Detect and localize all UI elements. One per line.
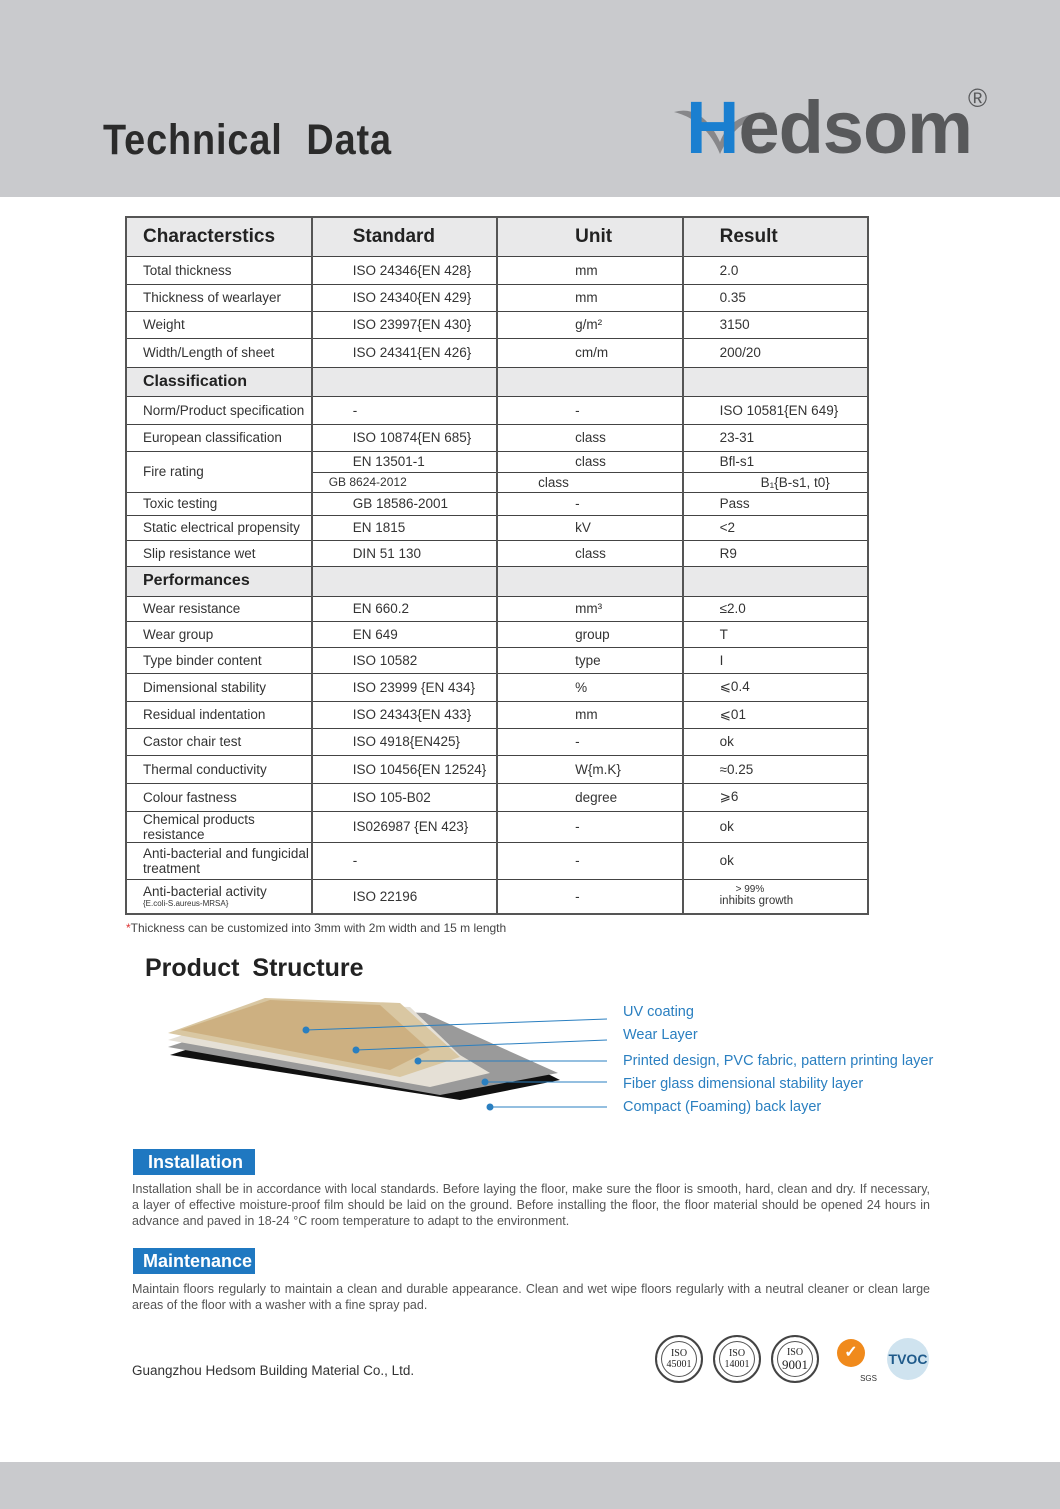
hedsom-logo (672, 82, 1002, 172)
cell-characteristic (126, 424, 312, 451)
cell-standard (312, 284, 497, 311)
cell-characteristic (126, 783, 312, 811)
cell-result-text: ≤2.0 (719, 601, 746, 616)
cell-standard-text: ISO 24340{EN 429} (352, 290, 472, 305)
cell-standard (312, 596, 497, 621)
cell-unit-text: group (575, 626, 610, 642)
col-characteristics: Characterstics (126, 217, 312, 256)
cell-result-text: Pass (719, 496, 750, 511)
cell-characteristic (126, 256, 312, 284)
installation-heading: Installation (133, 1149, 255, 1175)
cell-result (683, 811, 868, 842)
cell-standard-text: GB 18586-2001 (352, 496, 449, 511)
cell-characteristic-text: Width/Length of sheet (143, 345, 275, 360)
cell-unit (497, 311, 682, 338)
cell-characteristic (126, 755, 312, 783)
cell-characteristic-text: Type binder content (143, 652, 262, 668)
cell-standard: EN 13501-1 (312, 451, 497, 472)
cell-characteristic-text: Thermal conductivity (143, 761, 267, 777)
cell-result (683, 256, 868, 284)
cell-unit (497, 728, 682, 755)
table-row (126, 396, 868, 424)
cell-unit-text: - (575, 853, 580, 868)
cell-unit-text: g/m² (575, 317, 603, 332)
cell-standard-text: ISO 10874{EN 685} (352, 430, 472, 445)
cell-result (683, 879, 868, 914)
sgs-icon: ✓ SGS (829, 1335, 877, 1383)
table-row (126, 492, 868, 515)
table-section-row (126, 566, 868, 596)
cell-unit (497, 338, 682, 367)
table-section-row (126, 367, 868, 396)
cell-result-subtext: inhibits growth (719, 895, 794, 908)
cell-result-text: I (719, 652, 724, 668)
cell-standard: GB 8624-2012 (312, 472, 497, 492)
cell-standard (312, 256, 497, 284)
cell-standard-text: - (352, 402, 358, 418)
logo-wordmark: Hedsom (686, 86, 972, 169)
table-row (126, 338, 868, 367)
cell-characteristic (126, 701, 312, 728)
cell-result-text: 2.0 (719, 262, 739, 278)
iso-9001-icon: ISO 9001 (771, 1335, 819, 1383)
cell-characteristic-text: Toxic testing (143, 496, 218, 511)
cell-unit (497, 566, 682, 596)
cell-unit-text: degree (575, 789, 618, 805)
cell-standard (312, 673, 497, 701)
cell-unit-text: mm (575, 707, 598, 722)
cell-characteristic (126, 338, 312, 367)
layer-label-uv: UV coating (623, 1004, 694, 1020)
cell-characteristic (126, 540, 312, 566)
cell-standard-text: EN 649 (352, 626, 398, 642)
cell-result (683, 492, 868, 515)
cell-result (683, 338, 868, 367)
cell-standard-text: EN 1815 (352, 520, 406, 535)
cell-standard-text: ISO 10582 (352, 652, 418, 668)
cell-result: B₁{B-s1, t0} (683, 472, 868, 492)
cell-unit-text: - (575, 888, 580, 904)
cell-result (683, 842, 868, 879)
table-row (126, 284, 868, 311)
cell-characteristic-text: Dimensional stability (143, 679, 267, 695)
cell-result (683, 728, 868, 755)
technical-data-table (125, 216, 869, 915)
cell-standard-text: - (352, 853, 358, 868)
cell-unit-text: cm/m (575, 345, 609, 360)
cell-standard (312, 515, 497, 540)
cell-characteristic (126, 842, 312, 879)
cell-characteristic (126, 566, 312, 596)
cell-standard (312, 701, 497, 728)
cell-unit (497, 515, 682, 540)
layer-label-fiber: Fiber glass dimensional stability layer (623, 1076, 864, 1092)
table-row (126, 783, 868, 811)
cell-characteristic (126, 396, 312, 424)
cell-unit-text: - (575, 402, 580, 418)
cell-standard (312, 338, 497, 367)
cell-unit (497, 596, 682, 621)
table-row (126, 515, 868, 540)
cell-characteristic-text: Performances (143, 572, 250, 589)
table-row (126, 728, 868, 755)
cell-standard (312, 566, 497, 596)
cell-characteristic-text: Classification (143, 372, 248, 390)
table-row (126, 842, 868, 879)
cell-result-text: 23-31 (719, 430, 755, 445)
maintenance-text: Maintain floors regularly to maintain a clean and durable appearance. Clean and wet wipe floors regularly with a neutral cleaner or clean large areas of the floor with a washer with a fine spray pad. (132, 1282, 930, 1312)
cell-unit (497, 701, 682, 728)
table-row (126, 755, 868, 783)
cell-result-text: 0.35 (719, 290, 746, 305)
cell-result-text: ≈0.25 (719, 761, 754, 777)
maintenance-heading: Maintenance (133, 1248, 255, 1274)
cell-unit-text: mm (575, 290, 598, 305)
cell-characteristic: Fire rating (126, 451, 312, 492)
cell-characteristic-text: European classification (143, 430, 282, 445)
cell-unit (497, 842, 682, 879)
layer-label-back: Compact (Foaming) back layer (623, 1099, 822, 1115)
table-row (126, 701, 868, 728)
footnote-mark: * (126, 921, 131, 935)
cell-result-text: ok (719, 819, 734, 834)
cell-standard (312, 755, 497, 783)
cell-result-text: <2 (719, 520, 736, 535)
cell-characteristic (126, 879, 312, 914)
cell-result (683, 755, 868, 783)
cell-result-text: ok (719, 734, 734, 749)
cell-unit-text: - (575, 496, 580, 511)
table-row (126, 596, 868, 621)
cell-characteristic-text: Castor chair test (143, 734, 242, 749)
cell-result (683, 311, 868, 338)
cell-result-text: 3150 (719, 317, 750, 332)
cell-standard (312, 396, 497, 424)
cell-characteristic-text: Weight (143, 317, 185, 332)
cell-unit-text: mm (575, 262, 598, 278)
footnote-text: Thickness can be customized into 3mm with 2m width and 15 m length (130, 921, 507, 935)
cell-result-text: > 99% (735, 884, 765, 896)
cell-unit (497, 879, 682, 914)
installation-text: Installation shall be in accordance with local standards. Before laying the floor, make sure the floor is smooth, hard, clean and dry. If necessary, a layer of effective moisture-proof film should be laid on the ground. Before installing the floor, the floor material should be opened 24 hours in advance and paved in 18-24 °C room temperature to adapt to the environment. (132, 1182, 930, 1228)
cell-standard-text: ISO 105-B02 (352, 789, 431, 805)
cell-unit-text: - (575, 734, 580, 749)
cell-result-text: T (719, 626, 728, 642)
cell-characteristic-text: Wear resistance (143, 601, 241, 616)
cell-result (683, 673, 868, 701)
cell-unit: class (497, 472, 682, 492)
cell-unit (497, 424, 682, 451)
table-row (126, 811, 868, 842)
table-row (126, 424, 868, 451)
product-structure-title: Product Structure (145, 954, 364, 982)
cell-unit (497, 540, 682, 566)
cell-result-text: 200/20 (719, 345, 761, 360)
cell-unit (497, 621, 682, 647)
table-row (126, 311, 868, 338)
cell-characteristic-text: Chemical products resistance (143, 811, 255, 842)
tvoc-icon: TVOC (887, 1338, 929, 1380)
cell-unit (497, 367, 682, 396)
cell-unit-text: % (575, 679, 588, 695)
cell-standard (312, 879, 497, 914)
cell-characteristic (126, 515, 312, 540)
cell-result (683, 367, 868, 396)
cell-standard-text: ISO 24346{EN 428} (352, 262, 472, 278)
cell-characteristic-text: Anti-bacterial and fungicidal treatment (143, 845, 309, 876)
cell-unit-text: type (575, 652, 601, 668)
cell-characteristic-text: Residual indentation (143, 707, 266, 722)
cell-unit (497, 673, 682, 701)
certification-logos (655, 1335, 929, 1383)
cell-result (683, 566, 868, 596)
cell-standard-text: ISO 23997{EN 430} (352, 317, 472, 332)
page-title: Technical Data (103, 116, 392, 164)
cell-result (683, 540, 868, 566)
cell-characteristic (126, 492, 312, 515)
cell-standard (312, 842, 497, 879)
cell-result (683, 284, 868, 311)
cell-result (683, 596, 868, 621)
cell-standard-text: DIN 51 130 (352, 545, 421, 561)
cell-result (683, 783, 868, 811)
cell-unit-text: class (575, 545, 606, 561)
table-header-row (126, 217, 868, 256)
cell-characteristic-text: Total thickness (143, 262, 232, 278)
cell-unit-text: class (575, 430, 606, 445)
cell-result (683, 647, 868, 673)
cell-standard (312, 492, 497, 515)
cell-unit: class (497, 451, 682, 472)
cell-unit-text: mm³ (575, 601, 603, 616)
cell-characteristic (126, 811, 312, 842)
cell-result (683, 396, 868, 424)
cell-standard-text: ISO 23999 {EN 434} (352, 679, 476, 695)
table-row (126, 879, 868, 914)
cell-characteristic-text: Norm/Product specification (143, 402, 305, 418)
cell-result-text: ⩾6 (719, 789, 739, 804)
cell-unit-text: W{m.K} (575, 761, 621, 777)
cell-result (683, 701, 868, 728)
cell-unit (497, 783, 682, 811)
col-unit: Unit (497, 217, 682, 256)
cell-characteristic-text: Colour fastness (143, 789, 237, 805)
cell-characteristic-text: Thickness of wearlayer (143, 290, 282, 305)
cell-standard-text: IS026987 {EN 423} (352, 819, 469, 834)
cell-standard (312, 311, 497, 338)
cell-standard (312, 424, 497, 451)
table-row (126, 647, 868, 673)
cell-characteristic (126, 311, 312, 338)
iso-45001-icon: ISO 45001 (655, 1335, 703, 1383)
table-row (126, 451, 868, 472)
cell-standard (312, 811, 497, 842)
cell-characteristic (126, 728, 312, 755)
company-name: Guangzhou Hedsom Building Material Co., Ltd. (132, 1363, 415, 1378)
cell-characteristic (126, 673, 312, 701)
cell-characteristic-text: Slip resistance wet (143, 545, 256, 561)
cell-unit-text: kV (575, 520, 591, 535)
cell-result-text: ⩽0.4 (719, 679, 750, 694)
cell-characteristic (126, 284, 312, 311)
cell-standard-text: EN 660.2 (352, 601, 409, 616)
footnote (126, 921, 506, 935)
footer-band (0, 1462, 1060, 1509)
col-standard: Standard (312, 217, 497, 256)
cell-result-text: ISO 10581{EN 649} (719, 402, 839, 418)
cell-standard (312, 783, 497, 811)
table-row (126, 540, 868, 566)
col-result: Result (683, 217, 868, 256)
cell-standard (312, 540, 497, 566)
cell-standard-text: ISO 10456{EN 12524} (352, 761, 487, 777)
cell-standard (312, 367, 497, 396)
cell-result (683, 515, 868, 540)
cell-standard-text: ISO 24341{EN 426} (352, 345, 472, 360)
cell-standard (312, 647, 497, 673)
cell-unit (497, 396, 682, 424)
product-layers-illustration (160, 995, 620, 1135)
cell-result (683, 621, 868, 647)
cell-characteristic (126, 621, 312, 647)
cell-characteristic (126, 596, 312, 621)
cell-standard-text: ISO 22196 (352, 888, 418, 904)
cell-standard (312, 728, 497, 755)
registered-mark: ® (968, 83, 988, 113)
cell-unit (497, 755, 682, 783)
cell-result: Bfl-s1 (683, 451, 868, 472)
cell-unit (497, 284, 682, 311)
cell-unit (497, 256, 682, 284)
table-row (126, 621, 868, 647)
cell-characteristic-text: Anti-bacterial activity (143, 884, 267, 900)
iso-14001-icon: ISO 14001 (713, 1335, 761, 1383)
layer-label-wear: Wear Layer (623, 1027, 698, 1043)
cell-characteristic (126, 367, 312, 396)
table-row (126, 256, 868, 284)
cell-unit-text: - (575, 819, 580, 834)
cell-result-text: ok (719, 853, 734, 868)
cell-unit (497, 647, 682, 673)
cell-standard-text: ISO 4918{EN425} (352, 734, 461, 749)
cell-standard-text: ISO 24343{EN 433} (352, 707, 472, 722)
cell-result-text: ⩽01 (719, 706, 746, 722)
cell-characteristic-text: Wear group (143, 626, 214, 642)
layer-label-printed: Printed design, PVC fabric, pattern printing layer (623, 1053, 934, 1069)
cell-standard (312, 621, 497, 647)
cell-characteristic-text: Static electrical propensity (143, 520, 300, 535)
cell-unit (497, 811, 682, 842)
cell-characteristic (126, 647, 312, 673)
cell-result (683, 424, 868, 451)
table-row (126, 673, 868, 701)
cell-unit (497, 492, 682, 515)
cell-result-text: R9 (719, 545, 737, 561)
cell-subnote: {E.coli-S.aureus-MRSA} (143, 899, 229, 909)
